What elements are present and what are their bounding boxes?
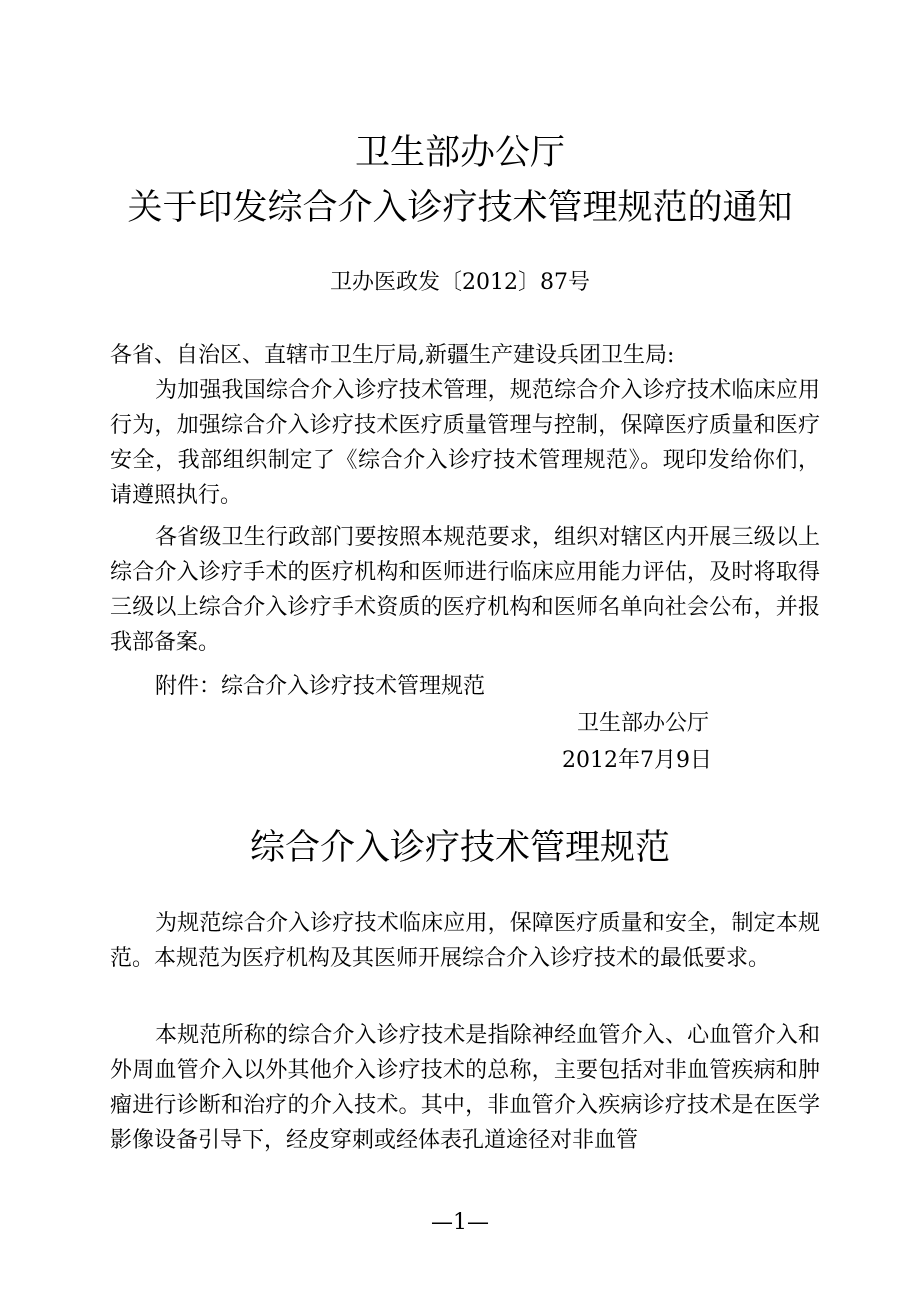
notice-title-line1: 卫生部办公厅 — [354, 133, 565, 173]
attachment-line: 附件：综合介入诊疗技术管理规范 — [155, 674, 486, 699]
notice-paragraph-1: 为加强我国综合介入诊疗技术管理，规范综合介入诊疗技术临床应用行为，加强综合介入诊疗技术医疗质量管理与控制，保障医疗质量和医疗安全，我部组织制定了《综合介入诊疗技术管理规范》。现印发给你们，请遵照执行。 — [110, 378, 820, 508]
notice-title-line2: 关于印发综合介入诊疗技术管理规范的通知 — [127, 188, 793, 228]
document-number: 卫办医政发〔2012〕87号 — [330, 270, 590, 295]
spec-paragraph-2: 本规范所称的综合介入诊疗技术是指除神经血管介入、心血管介入和外周血管介入以外其他介入诊疗技术的总称，主要包括对非血管疾病和肿瘤进行诊断和治疗的介入技术。其中，非血管介入疾病诊疗技术是在医学影像设备引导下，经皮穿刺或经体表孔道途径对非血管 — [110, 1023, 820, 1153]
issue-date: 2012年7月9日 — [562, 748, 712, 773]
spec-title: 综合介入诊疗技术管理规范 — [249, 828, 670, 868]
notice-paragraph-2: 各省级卫生行政部门要按照本规范要求，组织对辖区内开展三级以上综合介入诊疗手术的医疗机构和医师进行临床应用能力评估，及时将取得三级以上综合介入诊疗手术资质的医疗机构和医师名单向社会公布，并报我部备案。 — [110, 525, 820, 655]
issuer-signature: 卫生部办公厅 — [577, 711, 710, 736]
page-number: —1— — [431, 1210, 489, 1235]
addressee: 各省、自治区、直辖市卫生厅局,新疆生产建设兵团卫生局: — [110, 343, 675, 368]
spec-paragraph-1: 为规范综合介入诊疗技术临床应用，保障医疗质量和安全，制定本规范。本规范为医疗机构及其医师开展综合介入诊疗技术的最低要求。 — [110, 911, 820, 971]
